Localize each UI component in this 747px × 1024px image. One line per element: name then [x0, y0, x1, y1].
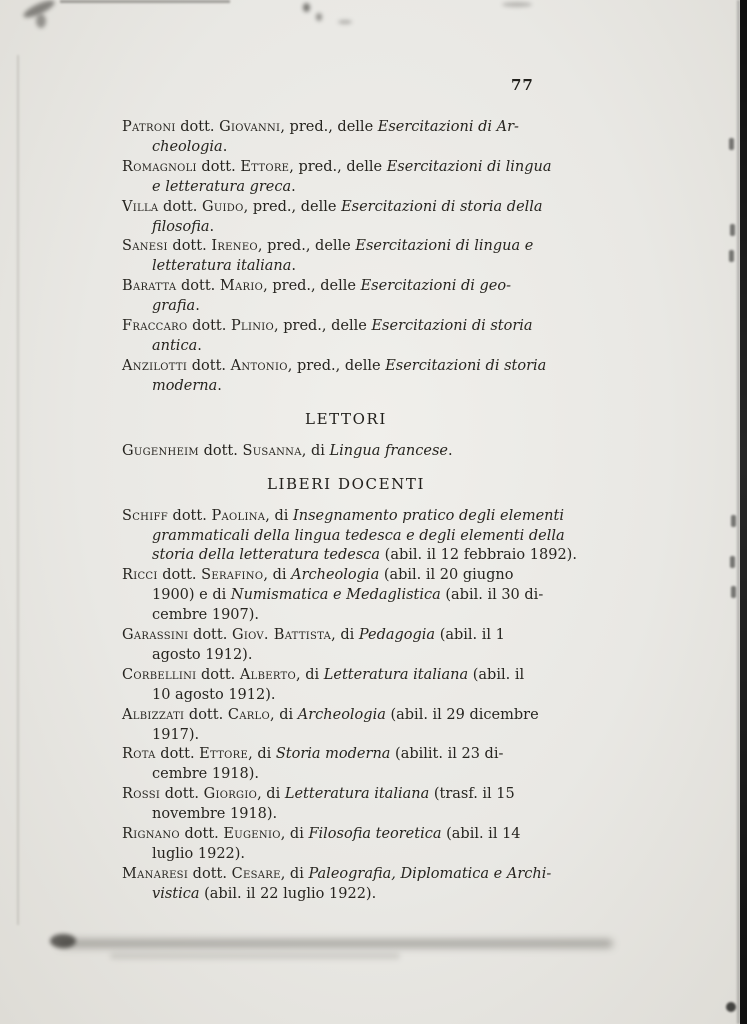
scan-artifact-right-tick [729, 138, 734, 150]
entry [122, 118, 570, 158]
entry-line: Anzilotti dott. Antonio, pred., delle Esercitazioni di storia [122, 357, 547, 374]
scan-artifact-right-tick [731, 586, 736, 598]
entry-line: luglio 1922). [152, 846, 246, 862]
entry [122, 357, 570, 397]
entry [122, 442, 570, 462]
entry [122, 277, 570, 317]
page-number: 77 [511, 76, 534, 94]
scan-artifact-top-right-streak [502, 2, 532, 7]
entry-line: 1900) e di Numismatica e Medaglistica (abil. il 30 di- [152, 587, 544, 604]
entry [122, 317, 570, 357]
entry-line: Baratta dott. Mario, pred., delle Esercitazioni di geo- [122, 278, 511, 295]
entry-line: Garassini dott. Giov. Battista, di Pedagogia (abil. il 1 [122, 627, 505, 644]
scan-artifact-right-edge [740, 0, 747, 1024]
scan-artifact-right-edge-shadow [737, 0, 740, 1024]
entry-line: Patroni dott. Giovanni, pred., delle Esercitazioni di Ar- [122, 119, 519, 135]
entry [122, 825, 570, 865]
entry-line: Corbellini dott. Alberto, di Letteratura italiana (abil. il [122, 666, 525, 683]
entry [122, 745, 570, 785]
entry-line: Rignano dott. Eugenio, di Filosofia teoretica (abil. il 14 [122, 826, 521, 843]
entry-line: Fraccaro dott. Plinio, pred., delle Esercitazioni di storia [122, 318, 533, 335]
entry [122, 507, 577, 567]
scan-artifact-left-edge-line [17, 55, 19, 925]
entry [122, 566, 570, 626]
scan-artifact-bottom-smudge [58, 939, 613, 948]
entry [122, 785, 570, 825]
entry [122, 865, 570, 905]
entry-line: Manaresi dott. Cesare, di Paleografia, Diplomatica e Archi- [122, 865, 552, 882]
scan-artifact-top-center-dot [303, 3, 310, 12]
entry-line: grafia. [152, 298, 200, 315]
entry-line: Rota dott. Ettore, di Storia moderna (abilit. il 23 di- [122, 746, 504, 763]
scan-artifact-right-tick [729, 250, 734, 262]
scan-artifact-top-left [21, 0, 56, 21]
entry-line: agosto 1912). [152, 646, 253, 663]
entry-line: Ricci dott. Serafino, di Archeologia (abil. il 20 giugno [122, 567, 514, 584]
entry-line: novembre 1918). [152, 806, 278, 823]
section-heading: LETTORI [305, 409, 387, 428]
entry-line: cembre 1907). [152, 607, 260, 624]
scan-artifact-right-tick [730, 224, 735, 236]
entry-line: Schiff dott. Paolina, di Insegnamento pratico degli elementi [122, 507, 564, 524]
entry-line: storia della letteratura tedesca (abil. il 12 febbraio 1892). [152, 547, 577, 564]
entry-line: cembre 1918). [152, 766, 260, 783]
entry-line: 1917). [152, 726, 200, 743]
entry-line: Villa dott. Guido, pred., delle Esercitazioni di storia della [122, 198, 543, 215]
entry-line: cheologia. [152, 138, 228, 155]
entry [122, 198, 570, 238]
scan-artifact-top-left-dot [36, 14, 46, 28]
entry-line: Romagnoli dott. Ettore, pred., delle Esercitazioni di lingua [122, 158, 552, 175]
scan-artifact-bottom-blob [50, 934, 76, 948]
scan-artifact-bottom-smudge2 [110, 953, 400, 959]
scan-artifact-top-edge [60, 0, 230, 3]
entry-line: vistica (abil. il 22 luglio 1922). [152, 885, 377, 902]
entry-line: Gugenheim dott. Susanna, di Lingua francese. [122, 442, 453, 459]
section-heading: LIBERI DOCENTI [266, 474, 426, 493]
scan-artifact-top-center-streak [338, 20, 352, 24]
entry-line: e letteratura greca. [152, 178, 296, 195]
entry-line: 10 agosto 1912). [152, 686, 276, 703]
entry [122, 237, 570, 277]
entry [122, 666, 570, 706]
entry-line: filosofia. [152, 218, 215, 235]
entry-line: antica. [152, 337, 202, 354]
entry [122, 706, 570, 746]
entry-line: Albizzati dott. Carlo, di Archeologia (abil. il 29 dicembre [122, 706, 539, 723]
entry [122, 158, 570, 198]
entry-line: grammaticali della lingua tedesca e degli elementi della [152, 527, 565, 544]
scan-artifact-top-center-dot2 [316, 13, 322, 21]
entry-line: letteratura italiana. [152, 258, 297, 275]
scan-artifact-right-tick [730, 556, 735, 568]
entry-line: Sanesi dott. Ireneo, pred., delle Esercitazioni di lingua e [122, 238, 534, 255]
scan-artifact-bottom-right-dot [726, 1002, 736, 1012]
text-block [122, 118, 577, 905]
entry-line: moderna. [152, 377, 222, 394]
scan-artifact-right-tick [731, 515, 736, 527]
entry-line: Rossi dott. Giorgio, di Letteratura italiana (trasf. il 15 [122, 786, 515, 803]
entry [122, 626, 570, 666]
